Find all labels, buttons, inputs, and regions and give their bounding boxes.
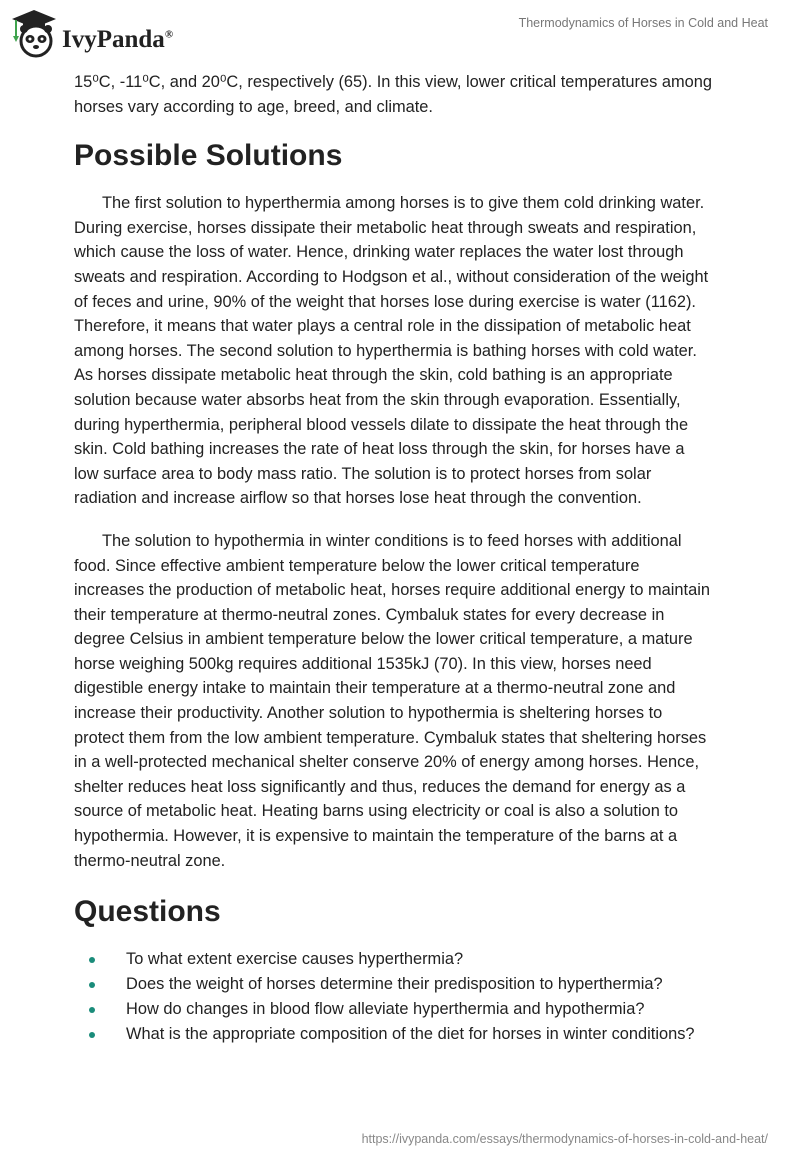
list-item: How do changes in blood flow alleviate hyperthermia and hypothermia? (74, 997, 754, 1022)
text-line: low surface area to body mass ratio. The solution is to protect horses from solar (74, 464, 652, 483)
text-line: of feces and urine, 90% of the weight that horses lose during exercise is water (1162). (74, 292, 696, 311)
intro-paragraph (74, 70, 754, 119)
bullet-icon (89, 1032, 95, 1038)
text-line: solution because water absorbs heat from the skin through evaporation. Essentially, (74, 390, 681, 409)
text-line: degree Celsius in ambient temperature below the lower critical temperature, a mature (74, 630, 693, 649)
text-line: During exercise, horses dissipate their metabolic heat through sweats and respiration, (74, 218, 697, 237)
ivypanda-logo[interactable] (12, 8, 173, 58)
solutions-paragraph-1 (74, 191, 754, 511)
text-line: Therefore, it means that water plays a central role in the dissipation of metabolic heat (74, 317, 691, 336)
questions-list (74, 947, 754, 1047)
essay-content (74, 70, 754, 1047)
list-item: What is the appropriate composition of the diet for horses in winter conditions? (74, 1022, 754, 1047)
text-line: which cause the loss of water. Hence, drinking water replaces the water lost through (74, 243, 684, 262)
text-line: protect them from the low ambient temperature. Cymbaluk states that sheltering horses (74, 728, 707, 747)
text-line: during hyperthermia, peripheral blood vessels dilate to dissipate the heat through the (74, 415, 689, 434)
text-line: The first solution to hyperthermia among horses is to give them cold drinking water. (102, 194, 705, 213)
text-line: digestible energy intake to maintain their temperature at a thermo-neutral zone and (74, 679, 676, 698)
text-line: source of metabolic heat. Heating barns using electricity or coal is also a solution to (74, 802, 679, 821)
brand-name: IvyPanda® (62, 26, 174, 53)
bullet-icon (89, 957, 95, 963)
text-line: thermo-neutral zone. (74, 851, 226, 870)
text-line: food. Since effective ambient temperature below the lower critical temperature (74, 556, 640, 575)
text-line: horses vary according to age, breed, and climate. (74, 97, 433, 116)
solutions-paragraph-2 (74, 529, 754, 873)
list-item: Does the weight of horses determine their predisposition to hyperthermia? (74, 972, 754, 997)
text-line: radiation and increase airflow so that horses lose heat through the convention. (74, 489, 642, 508)
section-heading-questions: Questions (74, 895, 221, 929)
source-url[interactable]: https://ivypanda.com/essays/thermodynamics-of-horses-in-cold-and-heat/ (361, 1132, 768, 1146)
text-line: shelter reduces heat loss significantly and thus, reduces the demand for energy as a (74, 777, 686, 796)
text-line: The solution to hypothermia in winter conditions is to feed horses with additional (102, 531, 682, 550)
text-line: skin. Cold bathing increases the rate of heat loss through the skin, for horses have a (74, 440, 685, 459)
list-item: To what extent exercise causes hyperthermia? (74, 947, 754, 972)
bullet-icon (89, 982, 95, 988)
text-line: hypothermia. However, it is expensive to maintain the temperature of the barns at a (74, 827, 678, 846)
text-line: sweats and respiration. According to Hodgson et al., without consideration of the weight (74, 267, 709, 286)
text-line: As horses dissipate metabolic heat through the skin, cold bathing is an appropriate (74, 366, 673, 385)
bullet-icon (89, 1007, 95, 1013)
text-line: increases the production of metabolic heat, horses require additional energy to maintain (74, 581, 710, 600)
text-line: increase their productivity. Another solution to hypothermia is sheltering horses to (74, 704, 663, 723)
text-line: among horses. The second solution to hyperthermia is bathing horses with cold water. (74, 341, 697, 360)
text-line: horse weighing 500kg requires additional 1535kJ (70). In this view, horses need (74, 654, 652, 673)
document-title: Thermodynamics of Horses in Cold and Heat (518, 16, 768, 30)
text-line: in a well-protected mechanical shelter conserve 20% of energy among horses. Hence, (74, 753, 699, 772)
text-line: 15⁰C, -11⁰C, and 20⁰C, respectively (65). In this view, lower critical temperatures among (74, 73, 712, 91)
panda-graduate-icon (12, 8, 56, 58)
section-heading-solutions: Possible Solutions (74, 139, 343, 173)
text-line: their temperature at thermo-neutral zones. Cymbaluk states for every decrease in (74, 605, 665, 624)
